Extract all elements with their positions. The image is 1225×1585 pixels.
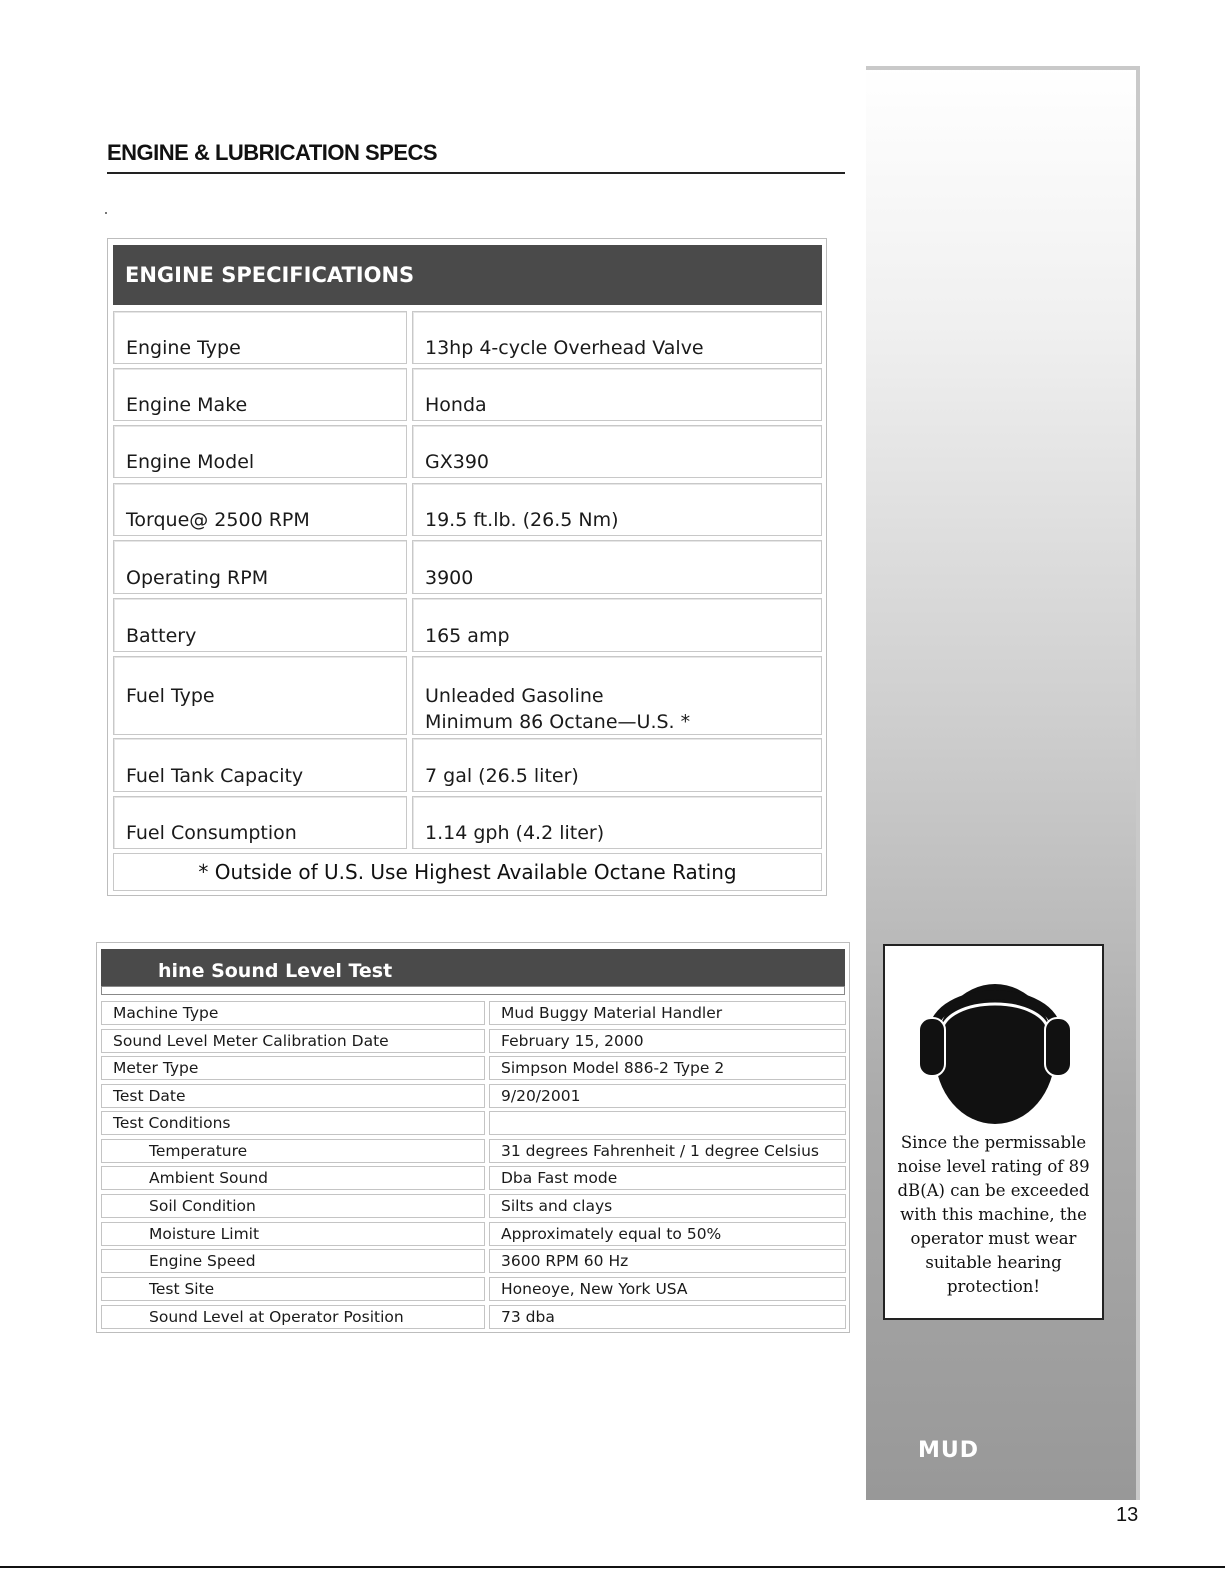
spec-label: Fuel Tank Capacity <box>126 765 304 787</box>
table-row <box>113 738 822 792</box>
table-row <box>113 656 822 735</box>
spec-label: Torque@ 2500 RPM <box>126 509 310 531</box>
spec-label-cell <box>113 656 407 735</box>
spec-label: Engine Make <box>126 394 248 416</box>
spec-value: 13hp 4-cycle Overhead Valve <box>425 337 704 359</box>
table-row <box>101 1305 846 1329</box>
spec-label-cell <box>113 598 407 652</box>
spec-value-cell <box>412 425 822 478</box>
spec-value-cell <box>412 738 822 792</box>
sound-label: Engine Speed <box>101 1249 485 1273</box>
spec-value: Unleaded Gasoline <box>425 685 604 707</box>
spec-value: GX390 <box>425 451 490 473</box>
page-title: ENGINE & LUBRICATION SPECS <box>107 140 845 174</box>
sound-value: Simpson Model 886-2 Type 2 <box>489 1056 846 1080</box>
table-row <box>101 1194 846 1218</box>
table-row <box>101 1111 846 1135</box>
table-row <box>101 1001 846 1025</box>
brand-logo-text: MUD <box>918 1438 980 1463</box>
table-row <box>113 796 822 849</box>
table-row <box>101 1139 846 1163</box>
spec-label-cell <box>113 483 407 536</box>
sound-label: Moisture Limit <box>101 1222 485 1246</box>
sound-label: Soil Condition <box>101 1194 485 1218</box>
spec-value-cell <box>412 656 822 735</box>
sound-value: 31 degrees Fahrenheit / 1 degree Celsius <box>489 1139 846 1163</box>
spec-label-cell <box>113 425 407 478</box>
spec-value-cell <box>412 483 822 536</box>
spec-value: 1.14 gph (4.2 liter) <box>425 822 605 844</box>
spec-label: Battery <box>126 625 197 647</box>
octane-footnote: * Outside of U.S. Use Highest Available Octane Rating <box>113 853 822 891</box>
sound-label: Machine Type <box>101 1001 485 1025</box>
spec-label-cell <box>113 368 407 421</box>
spec-value-line2: Minimum 86 Octane—U.S. * <box>425 711 691 733</box>
spec-value: 19.5 ft.lb. (26.5 Nm) <box>425 509 619 531</box>
sound-label: Test Conditions <box>101 1111 485 1135</box>
table-row <box>101 1166 846 1190</box>
table-row <box>101 1029 846 1053</box>
hearing-warning-box <box>883 944 1104 1320</box>
spec-label: Engine Model <box>126 451 255 473</box>
spec-value-block <box>425 683 690 735</box>
spec-value: 7 gal (26.5 liter) <box>425 765 579 787</box>
spec-value: 3900 <box>425 567 474 589</box>
hearing-warning-text: Since the permissable noise level rating of 89 dB(A) can be exceeded with this machine, the operator must wear suitable hearing protection! <box>897 1133 1090 1296</box>
spec-label: Engine Type <box>126 337 241 359</box>
table-row <box>113 483 822 536</box>
sound-label: Sound Level Meter Calibration Date <box>101 1029 485 1053</box>
sound-value: Approximately equal to 50% <box>489 1222 846 1246</box>
header-divider <box>101 986 845 995</box>
spec-value-cell <box>412 598 822 652</box>
sound-value: Mud Buggy Material Handler <box>489 1001 846 1025</box>
table-row <box>101 1249 846 1273</box>
sound-label: Test Date <box>101 1084 485 1108</box>
table-row <box>113 368 822 421</box>
sound-level-test-table <box>96 942 850 1333</box>
sound-value: 9/20/2001 <box>489 1084 846 1108</box>
spec-value-cell <box>412 311 822 364</box>
spec-label-cell <box>113 738 407 792</box>
spec-value-cell <box>412 540 822 594</box>
spec-label-cell <box>113 311 407 364</box>
table-row <box>101 1277 846 1301</box>
spec-label: Fuel Consumption <box>126 822 297 844</box>
sound-value: 3600 RPM 60 Hz <box>489 1249 846 1273</box>
bottom-divider <box>0 1566 1225 1568</box>
spec-label-cell <box>113 796 407 849</box>
stray-mark <box>105 212 107 214</box>
sound-value: Silts and clays <box>489 1194 846 1218</box>
table-row <box>113 425 822 478</box>
hearing-protection-icon <box>915 962 1075 1127</box>
sound-value: Dba Fast mode <box>489 1166 846 1190</box>
sound-value: Honeoye, New York USA <box>489 1277 846 1301</box>
spec-value: 165 amp <box>425 625 510 647</box>
spec-label-cell <box>113 540 407 594</box>
spec-label: Operating RPM <box>126 567 269 589</box>
table-row <box>113 311 822 364</box>
sound-level-test-header: hine Sound Level Test <box>101 949 845 986</box>
spec-value-cell <box>412 796 822 849</box>
engine-specifications-table <box>107 238 827 896</box>
sound-value: February 15, 2000 <box>489 1029 846 1053</box>
sound-value <box>489 1111 846 1135</box>
sound-label: Ambient Sound <box>101 1166 485 1190</box>
sound-value: 73 dba <box>489 1305 846 1329</box>
page-number: 13 <box>1116 1504 1139 1526</box>
spec-value-cell <box>412 368 822 421</box>
table-row <box>113 540 822 594</box>
engine-specifications-header: ENGINE SPECIFICATIONS <box>113 245 822 305</box>
spec-label: Fuel Type <box>126 685 215 707</box>
sound-label: Sound Level at Operator Position <box>101 1305 485 1329</box>
table-row <box>101 1222 846 1246</box>
sound-label: Test Site <box>101 1277 485 1301</box>
table-row <box>101 1056 846 1080</box>
spec-value: Honda <box>425 394 487 416</box>
table-row <box>101 1084 846 1108</box>
table-row <box>113 598 822 652</box>
sound-label: Meter Type <box>101 1056 485 1080</box>
sound-label: Temperature <box>101 1139 485 1163</box>
